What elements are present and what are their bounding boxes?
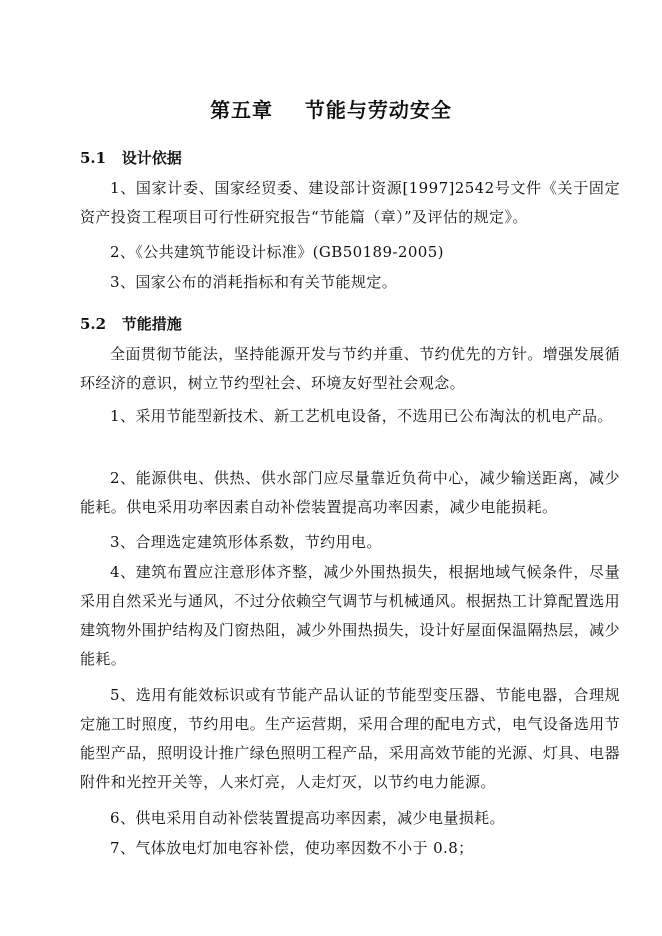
section-heading-energy-measures: 5.2 节能措施 <box>80 315 182 333</box>
paragraph-measures-intro: 全面贯彻节能法，坚持能源开发与节约并重、节约优先的方针。增强发展循环经济的意识，树立节约型社会、环境友好型社会观念。 <box>80 345 620 392</box>
paragraph-measures-5: 5、选用有能效标识或有节能产品认证的节能型变压器、节能电器，合理规定施工时照度，节约用电。生产运营期，采用合理的配电方式，电气设备选用节能型产品，照明设计推广绿色照明工程产品，采用高效节能的光源、灯具、电器附件和光控开关等，人来灯亮，人走灯灭，以节约电力能源。 <box>80 686 620 791</box>
chapter-title: 第五章 节能与劳动安全 <box>210 98 452 122</box>
paragraph-measures-6: 6、供电采用自动补偿装置提高功率因素，减少电量损耗。 <box>110 809 505 827</box>
paragraph-measures-2: 2、能源供电、供热、供水部门应尽量靠近负荷中心，减少输送距离，减少能耗。供电采用功率因素自动补偿装置提高功率因素，减少电能损耗。 <box>80 469 620 516</box>
paragraph-measures-3: 3、合理选定建筑形体系数，节约用电。 <box>110 533 382 551</box>
paragraph-measures-4: 4、建筑布置应注意形体齐整，减少外围热损失，根据地域气候条件，尽量采用自然采光与通风，不过分依赖空气调节与机械通风。根据热工计算配置选用建筑物外围护结构及门窗热阻，减少外围热损失，设计好屋面保温隔热层，减少能耗。 <box>80 563 620 668</box>
section-heading-design-basis: 5.1 设计依据 <box>80 149 182 167</box>
paragraph-basis-3: 3、国家公布的消耗指标和有关节能规定。 <box>110 273 398 291</box>
paragraph-basis-2: 2、《公共建筑节能设计标准》(GB50189-2005) <box>110 243 444 261</box>
paragraph-basis-1: 1、国家计委、国家经贸委、建设部计资源[1997]2542号文件《关于固定资产投资工程项目可行性研究报告“节能篇（章）”及评估的规定》。 <box>80 179 620 226</box>
paragraph-measures-1: 1、采用节能型新技术、新工艺机电设备，不选用已公布淘汰的机电产品。 <box>110 407 613 425</box>
paragraph-measures-7: 7、气体放电灯加电容补偿，使功率因数不小于 0.8； <box>110 839 474 857</box>
